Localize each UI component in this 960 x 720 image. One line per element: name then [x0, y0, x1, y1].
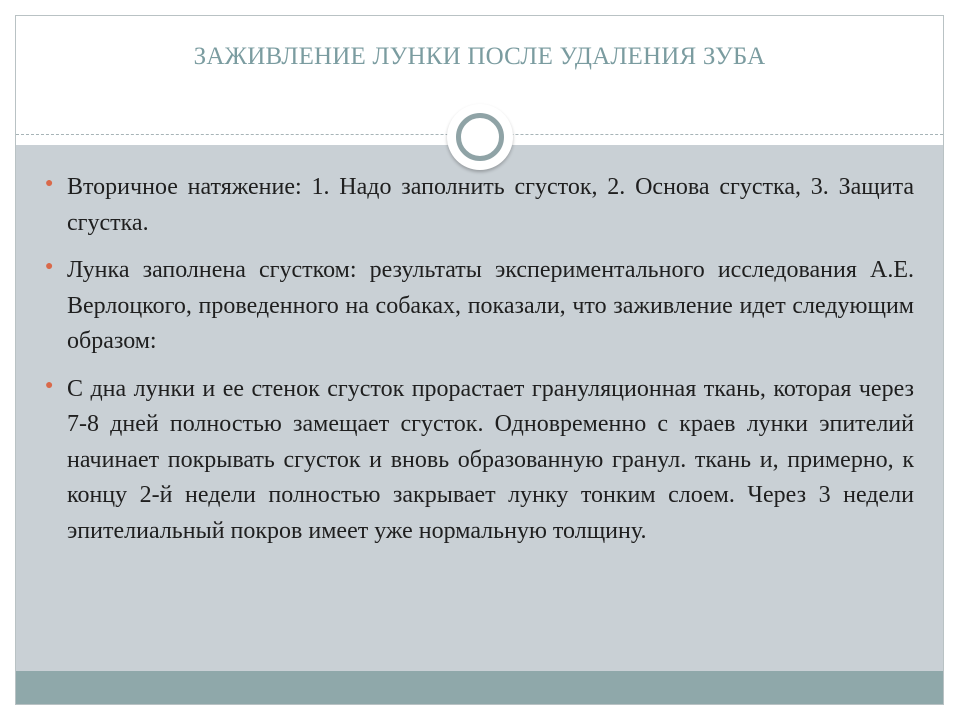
- list-item: [40, 253, 914, 360]
- list-item: [40, 170, 914, 241]
- ring-ornament-icon: [447, 104, 513, 170]
- bullet-text: Лунка заполнена сгустком: результаты экспериментального исследования А.Е. Верлоцкого, проведенного на собаках, показали, что заживление идет следующим образом:: [67, 257, 914, 354]
- slide-title: ЗАЖИВЛЕНИЕ ЛУНКИ ПОСЛЕ УДАЛЕНИЯ ЗУБА: [193, 43, 766, 70]
- list-item: [40, 372, 914, 550]
- bullet-dot-icon: ●: [45, 259, 54, 274]
- bullet-dot-icon: ●: [45, 377, 54, 393]
- bullet-list: [40, 170, 914, 561]
- ring-inner: [456, 113, 504, 161]
- bullet-dot-icon: ●: [45, 176, 54, 191]
- bullet-text: Вторичное натяжение: 1. Надо заполнить сгусток, 2. Основа сгустка, 3. Защита сгустка.: [67, 174, 914, 236]
- bullet-text: С дна лунки и ее стенок сгусток прорастает грануляционная ткань, которая через 7-8 дней полностью замещает сгусток. Одновременно с краев лунки эпителий начинает покрывать сгусток и вновь образованную гранул. ткань и, примерно, к концу 2-й недели полностью закрывает лунку тонким слоем. Через 3 недели эпителиальный покров имеет уже нормальную толщину.: [67, 375, 914, 544]
